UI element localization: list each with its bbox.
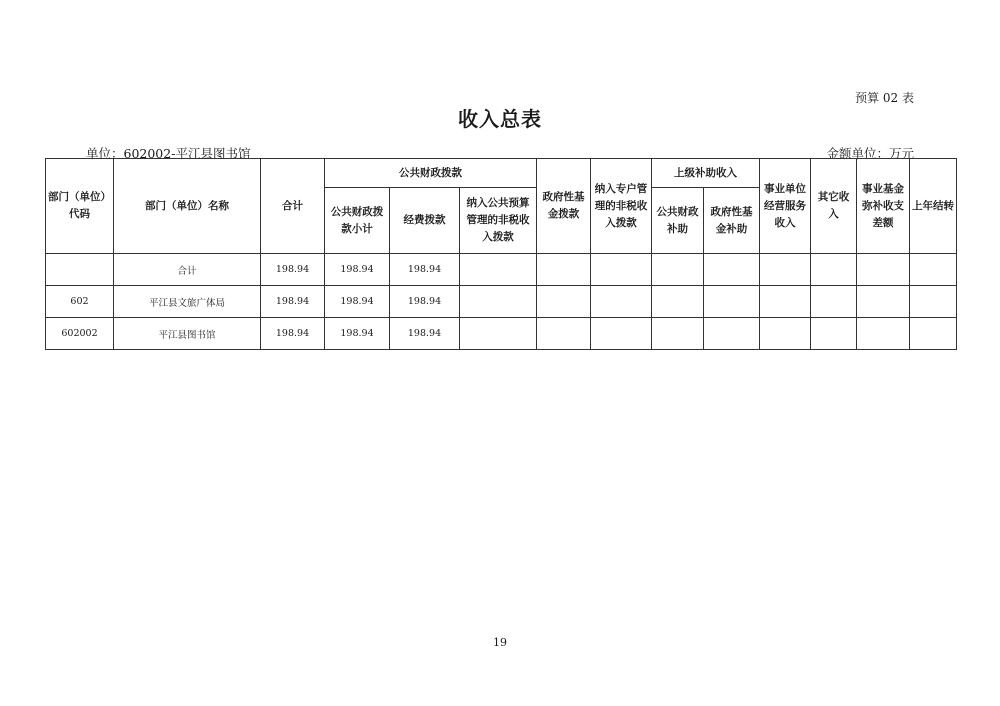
cell-subtotal: 198.94 <box>325 254 390 286</box>
cell-code <box>46 254 114 286</box>
table-row <box>46 318 957 350</box>
header-total: 合计 <box>261 159 325 254</box>
header-gov-fund-subsidy: 政府性基金补助 <box>704 188 760 254</box>
cell-total: 198.94 <box>261 318 325 350</box>
table-row <box>46 254 957 286</box>
cell-subtotal: 198.94 <box>325 286 390 318</box>
header-funding: 经费拨款 <box>390 188 460 254</box>
cell-total: 198.94 <box>261 254 325 286</box>
header-fund-balance: 事业基金弥补收支差额 <box>857 159 910 254</box>
header-other-income: 其它收入 <box>811 159 857 254</box>
cell-name: 平江县图书馆 <box>114 318 261 350</box>
cell-name: 合计 <box>114 254 261 286</box>
header-public-finance-subtotal: 公共财政拨款小计 <box>325 188 390 254</box>
cell-funding: 198.94 <box>390 318 460 350</box>
cell-total: 198.94 <box>261 286 325 318</box>
header-special-non-tax: 纳入专户管理的非税收入拨款 <box>591 159 652 254</box>
header-last-year: 上年结转 <box>910 159 957 254</box>
header-non-tax: 纳入公共预算管理的非税收入拨款 <box>460 188 537 254</box>
header-business-income: 事业单位经营服务收入 <box>760 159 811 254</box>
header-code: 部门（单位）代码 <box>46 159 114 254</box>
page-title: 收入总表 <box>458 107 542 131</box>
cell-code: 602002 <box>46 318 114 350</box>
cell-name: 平江县文旅广体局 <box>114 286 261 318</box>
income-summary-table <box>45 158 957 350</box>
cell-funding: 198.94 <box>390 286 460 318</box>
cell-code: 602 <box>46 286 114 318</box>
header-public-finance-subsidy: 公共财政补助 <box>652 188 704 254</box>
table-row <box>46 286 957 318</box>
header-public-finance: 公共财政拨款 <box>325 159 537 188</box>
cell-subtotal: 198.94 <box>325 318 390 350</box>
header-name: 部门（单位）名称 <box>114 159 261 254</box>
amount-unit-label: 金额单位：万元 <box>826 146 914 161</box>
form-number: 预算 02 表 <box>855 91 914 105</box>
page-number: 19 <box>493 636 507 649</box>
cell-funding: 198.94 <box>390 254 460 286</box>
header-gov-fund: 政府性基金拨款 <box>537 159 591 254</box>
header-superior-subsidy: 上级补助收入 <box>652 159 760 188</box>
unit-label: 单位：602002-平江县图书馆 <box>86 146 251 161</box>
